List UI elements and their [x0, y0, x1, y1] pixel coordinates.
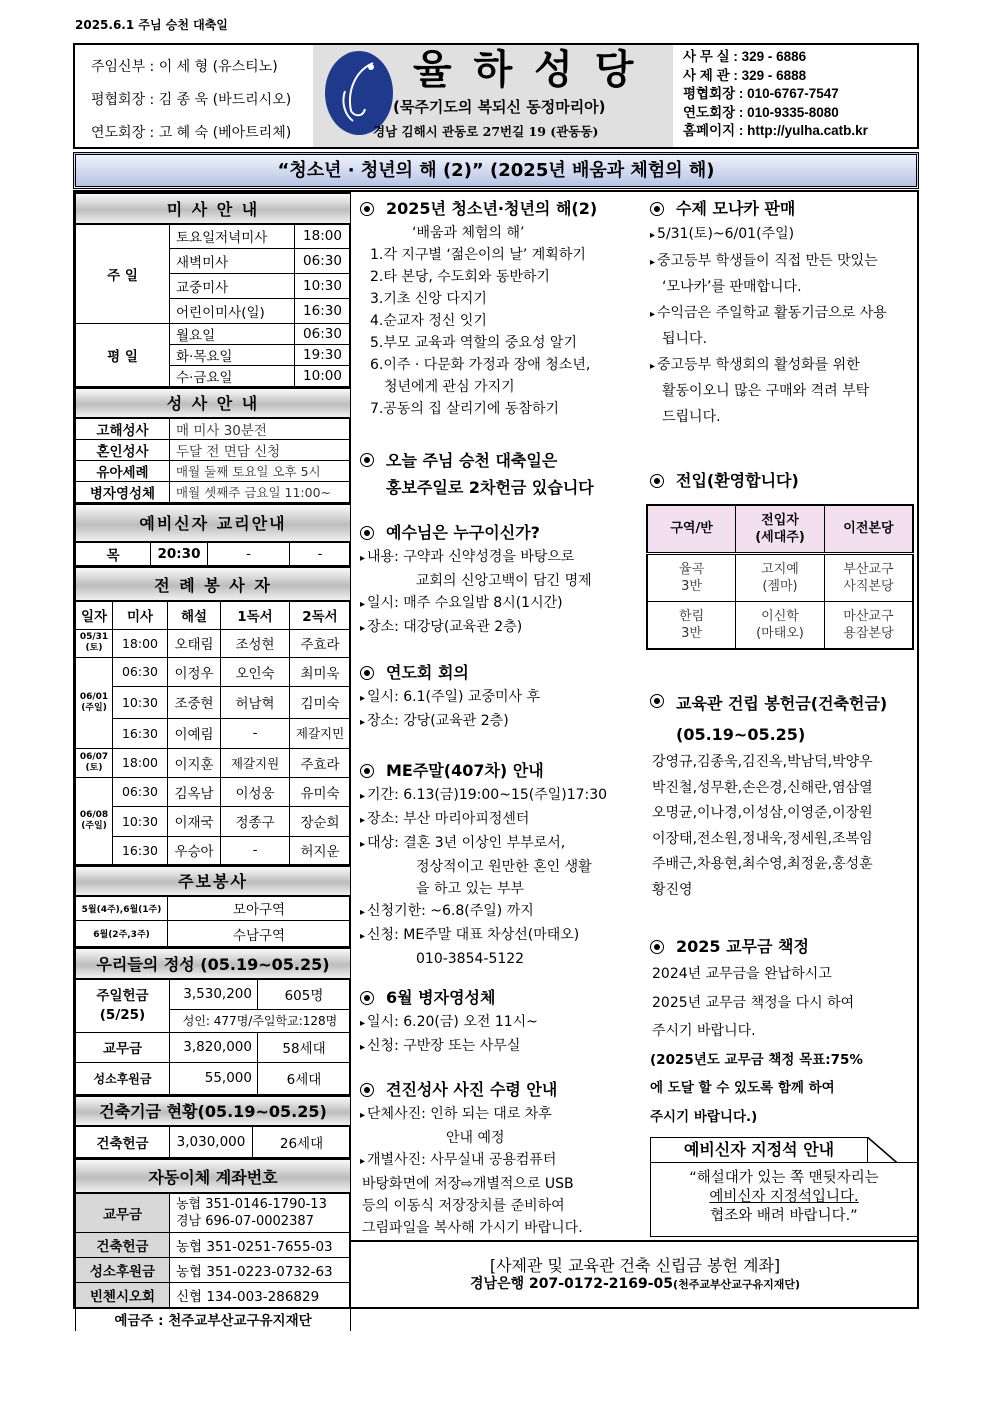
mass-name: 월요일	[170, 323, 295, 344]
contact-rectory: 사 제 관 : 329 - 6888	[683, 67, 807, 83]
sacrament-info: 매월 둘째 토요일 오후 5시	[170, 460, 351, 481]
section-line: ▸ 단체사진: 인하 되는 대로 차후	[360, 1103, 645, 1127]
mass-title: 미 사 안 내	[76, 193, 351, 224]
contact-council: 평협회장 : 010-6767-7547	[683, 86, 839, 101]
section-line: ▸ 신청: 구반장 또는 사무실	[360, 1035, 645, 1059]
section-line: 이장태,전소원,정내욱,정세원,조복임	[652, 830, 873, 847]
section-line: 정상적이고 원만한 혼인 생활	[416, 859, 592, 875]
section-line: ▸ 일시: 매주 수요일밤 8시(1시간)	[360, 592, 645, 616]
radio-bullet-icon	[360, 764, 374, 778]
service-date	[76, 748, 113, 777]
section-line: ▸ 대상: 결혼 3년 이상인 부부로서,	[360, 832, 645, 856]
transfer-cell: 고지예 (젬마)	[736, 553, 825, 601]
section-line: ▸ 장소: 강당(교육관 2층)	[360, 710, 645, 734]
church-header	[73, 43, 919, 149]
reader1: -	[221, 718, 290, 748]
mass-time: 18:00	[113, 629, 168, 657]
section	[360, 985, 645, 1059]
account-label: 성소후원금	[76, 1257, 170, 1282]
section-title-text: 6월 병자영성체	[386, 988, 496, 1007]
mass-time: 06:30	[113, 777, 168, 806]
section-line: ▸ 장소: 부산 마리아피정센터	[360, 808, 645, 832]
section	[360, 196, 645, 420]
service-period: 6월(2주,3주)	[76, 921, 168, 947]
section-line: 바탕화면에 저장⇨개별적으로 USB	[362, 1176, 574, 1192]
account-holder: 예금주 : 천주교부산교구유지재단	[76, 1307, 351, 1331]
reader1: 정종구	[221, 806, 290, 836]
liturgy-row	[76, 718, 351, 748]
mass-time: 16:30	[295, 298, 351, 323]
section	[650, 688, 920, 903]
sunday-offering-count: 605명	[258, 979, 351, 1009]
radio-bullet-icon	[360, 1083, 374, 1097]
reader1: -	[221, 836, 290, 864]
sunday-offering-amount: 3,530,200	[170, 979, 258, 1009]
liturgy-title: 전 례 봉 사 자	[76, 567, 351, 601]
sunday-offering-detail: 성인: 477명/주일학교:128명	[170, 1009, 351, 1032]
liturgy-row	[76, 657, 351, 686]
reader2: 유미숙	[290, 777, 351, 806]
section-line: 등의 이동식 저장장치를 준비하여	[362, 1198, 565, 1214]
mass-time: 18:00	[113, 748, 168, 777]
section-title	[650, 468, 920, 494]
seat-notice-line: 예비신자 지정석입니다.	[709, 1189, 859, 1205]
staff-list	[75, 45, 313, 147]
seat-notice-box	[650, 1137, 918, 1237]
radio-bullet-icon	[360, 666, 374, 680]
sunday-offering-label: 주일헌금	[96, 987, 149, 1004]
section-line: ▸ 장소: 대강당(교육관 2층)	[360, 616, 645, 640]
section-line: 그림파일을 복사해 가시기 바랍니다.	[362, 1220, 583, 1236]
commentator: 김옥남	[168, 777, 221, 806]
section-line: 을 하고 있는 부부	[416, 881, 525, 897]
church-address: 경남 김해시 관동로 27번길 19 (관동동)	[373, 124, 599, 139]
section-line: 활동이오니 많은 구매와 격려 부탁	[662, 383, 870, 399]
account-title: 자동이체 계좌번호	[76, 1159, 351, 1193]
transfer-header: 구역/반	[647, 505, 736, 553]
date-text: 06/08	[79, 809, 109, 820]
section-title-text: 2025년 청소년·청년의 해(2)	[386, 199, 598, 218]
seat-notice-title: 예비신자 지정석 안내	[650, 1137, 868, 1163]
seat-notice-line: 협조와 배려 바랍니다.”	[710, 1208, 858, 1224]
liturgy-row	[76, 686, 351, 718]
commentator: 오태림	[168, 629, 221, 657]
section-title	[360, 520, 645, 546]
section-title-text: 전입(환영합니다)	[676, 471, 799, 490]
section-line: 010-3854-5122	[416, 951, 525, 967]
liturgy-row	[76, 806, 351, 836]
account-number: 농협 351-0223-0732-63	[170, 1257, 351, 1282]
mass-schedule-table	[75, 192, 351, 387]
bulletin-service-title: 주보봉사	[76, 866, 351, 896]
church-patron: (묵주기도의 복되신 동정마리아)	[393, 98, 606, 116]
day-text: (주일)	[81, 702, 107, 713]
building-count: 26세대	[253, 1126, 351, 1158]
account-table	[75, 1158, 351, 1331]
transfer-cell: 부산교구 사직본당	[824, 553, 913, 601]
seat-notice-line: “해설대가 있는 쪽 맨뒷자리는	[689, 1170, 879, 1186]
section-line: 2024년 교무금을 완납하시고	[652, 966, 832, 982]
staff-council-president: 평협회장 : 김 종 욱 (바드리시오)	[91, 92, 292, 108]
mass-time: 10:30	[113, 686, 168, 718]
contact-list	[673, 45, 917, 147]
reader2: 주효라	[290, 629, 351, 657]
radio-bullet-icon	[360, 526, 374, 540]
issue-date: 2025.6.1 주님 승천 대축일	[75, 18, 228, 32]
offering-count: 58세대	[258, 1032, 351, 1062]
footer-account: 경남은행 207-0172-2169-05	[470, 1276, 674, 1292]
section-title-text: 교육관 건립 봉헌금(건축헌금) (05.19~05.25)	[676, 694, 888, 744]
section-line: 7.공동의 집 살리기에 동참하기	[370, 401, 559, 417]
offering-table	[75, 947, 351, 1095]
section	[360, 758, 645, 970]
section-line: 에 도달 할 수 있도록 함께 하여	[650, 1080, 835, 1096]
reader2: 김미숙	[290, 686, 351, 718]
account-number: 농협 351-0251-7655-03	[170, 1232, 351, 1257]
service-group: 모아구역	[168, 896, 351, 921]
sacrament-title: 성 사 안 내	[76, 388, 351, 418]
section-line: 교회의 신앙고백이 담긴 명제	[416, 573, 592, 589]
section-title	[650, 934, 920, 960]
section-line: ▸ 5/31(토)~6/01(주일)	[650, 222, 920, 249]
section-line: 됩니다.	[662, 331, 708, 347]
section-line: 1.각 지구별 ‘젊은이의 날’ 계획하기	[370, 247, 586, 263]
offering-amount: 55,000	[170, 1062, 258, 1094]
mass-name: 화·목요일	[170, 344, 295, 365]
section-line: 박진철,성무환,손은경,신해란,염삼열	[652, 779, 873, 796]
commentator: 이재국	[168, 806, 221, 836]
radio-bullet-icon	[650, 202, 664, 216]
sacrament-name: 혼인성사	[76, 439, 170, 460]
transfer-header-row	[647, 505, 913, 553]
section-line: ▸ 일시: 6.1(주일) 교중미사 후	[360, 686, 645, 710]
contact-yeondo: 연도회장 : 010-9335-8080	[683, 104, 839, 120]
reader1: 오인숙	[221, 657, 290, 686]
offering-amount: 3,820,000	[170, 1032, 258, 1062]
reader1: 이성웅	[221, 777, 290, 806]
liturgy-row	[76, 836, 351, 864]
section-title-text: 견진성사 사진 수령 안내	[386, 1080, 558, 1099]
section-line: ▸ 내용: 구약과 신약성경을 바탕으로	[360, 546, 645, 570]
building-fund-table	[75, 1095, 351, 1159]
offering-title: 우리들의 정성 (05.19~05.25)	[76, 948, 351, 979]
section-line: ▸ 수익금은 주일학교 활동기금으로 사용	[650, 301, 920, 328]
sacrament-info: 매 미사 30분전	[170, 418, 351, 440]
col-reader2: 2독서	[290, 601, 351, 629]
sacrament-name: 유아세례	[76, 460, 170, 481]
account-number: 신협 134-003-286829	[170, 1282, 351, 1307]
theme-banner: “청소년 · 청년의 해 (2)” (2025년 배움과 체험의 해)	[73, 152, 919, 189]
section-title	[360, 758, 645, 784]
building-title: 건축기금 현황(05.19~05.25)	[76, 1096, 351, 1126]
radio-bullet-icon	[650, 474, 664, 488]
section	[360, 520, 645, 640]
section-line: ▸ 일시: 6.20(금) 오전 11시~	[360, 1011, 645, 1035]
mass-time: 06:30	[295, 323, 351, 344]
section-line: ▸ 중고등부 학생들이 직접 만든 맛있는	[650, 249, 920, 276]
section-line: 2.타 본당, 수도회와 동반하기	[370, 269, 550, 285]
section-line: 청년에게 관심 가지기	[384, 379, 515, 395]
section	[650, 468, 920, 494]
col-mass: 미사	[113, 601, 168, 629]
building-amount: 3,030,000	[170, 1126, 253, 1158]
section-title	[650, 688, 920, 750]
commentator: 우승아	[168, 836, 221, 864]
offering-label: 교무금	[76, 1032, 170, 1062]
catechumen-time: 20:30	[151, 542, 208, 566]
bulletin-service-table	[75, 865, 351, 948]
mass-name: 새벽미사	[170, 248, 295, 273]
mass-name: 수·금요일	[170, 365, 295, 386]
section-line: 안내 예정	[446, 1130, 505, 1146]
section-title	[650, 196, 920, 222]
transfer-header: 전입자 (세대주)	[736, 505, 825, 553]
sacrament-name: 병자영성체	[76, 481, 170, 502]
col-commentator: 해설	[168, 601, 221, 629]
staff-yeondo-president: 연도회장 : 고 혜 숙 (베아트리체)	[91, 125, 292, 141]
date-text: 06/01	[79, 691, 109, 702]
reader2: 제갈지민	[290, 718, 351, 748]
section-title-text: 연도회 회의	[386, 663, 469, 682]
transfer-cell: 마산교구 용잠본당	[824, 601, 913, 649]
commentator: 이지훈	[168, 748, 221, 777]
day-text: (토)	[85, 762, 103, 773]
reader1: 조성현	[221, 629, 290, 657]
staff-pastor: 주임신부 : 이 세 형 (유스티노)	[91, 59, 278, 75]
mass-time: 10:00	[295, 365, 351, 386]
radio-bullet-icon	[360, 453, 374, 467]
section	[360, 447, 645, 501]
mass-time: 19:30	[295, 344, 351, 365]
reader1: 제갈지원	[221, 748, 290, 777]
section	[650, 196, 920, 430]
section-line: ▸ 중고등부 학생회의 활성화를 위한	[650, 353, 920, 380]
section-line: 드립니다.	[662, 408, 721, 425]
catechumen-cell: -	[290, 542, 351, 566]
section-line: (2025년도 교무금 책정 목표:75%	[650, 1051, 863, 1068]
account-label: 건축헌금	[76, 1232, 170, 1257]
sacrament-name: 고해성사	[76, 418, 170, 440]
transfer-cell: 한림 3반	[647, 601, 736, 649]
catechumen-title: 예비신자 교리안내	[76, 504, 351, 542]
section-line: ▸ 기간: 6.13(금)19:00~15(주일)17:30	[360, 784, 645, 808]
mass-time: 16:30	[113, 836, 168, 864]
date-text: 06/07	[79, 751, 109, 762]
sacrament-table	[75, 387, 351, 503]
section-title-text: 2025 교무금 책정	[676, 937, 809, 956]
transfer-cell: 이신학 (마태오)	[736, 601, 825, 649]
section-line: ▸ 개별사진: 사무실내 공용컴퓨터	[360, 1149, 645, 1173]
mass-time: 10:30	[295, 273, 351, 298]
catechumen-cell: -	[208, 542, 290, 566]
commentator: 이정우	[168, 657, 221, 686]
sunday-offering-date: (5/25)	[99, 1006, 146, 1023]
day-text: (토)	[85, 643, 103, 653]
footer-holder: (천주교부산교구유지재단)	[673, 1278, 800, 1291]
section-line: ▸ 신청기한: ~6.8(주일) 까지	[360, 900, 645, 924]
contact-office: 사 무 실 : 329 - 6886	[683, 49, 807, 64]
section	[360, 1077, 645, 1239]
transfer-row	[647, 601, 913, 649]
mass-time: 06:30	[113, 657, 168, 686]
mass-name: 교중미사	[170, 273, 295, 298]
reader1: 허남혁	[221, 686, 290, 718]
section-title	[360, 985, 645, 1011]
offering-label: 성소후원금	[76, 1062, 170, 1094]
section-line: 주시기 바랍니다.	[652, 1023, 756, 1039]
building-label: 건축헌금	[76, 1126, 170, 1158]
mass-time: 10:30	[113, 806, 168, 836]
account-label: 교무금	[76, 1193, 170, 1232]
offering-count: 6세대	[258, 1062, 351, 1094]
section-title-text: 수제 모나카 판매	[676, 199, 796, 218]
liturgy-servers-table	[75, 566, 351, 865]
section-line: 황진영	[652, 881, 693, 898]
section-line: 4.순교자 정신 잇기	[370, 313, 487, 329]
section-line: 3.기초 신앙 다지기	[370, 291, 487, 307]
reader2: 최미욱	[290, 657, 351, 686]
section-line: 2025년 교무금 책정을 다시 하여	[652, 994, 855, 1011]
section-line: ‘모나카’를 판매합니다.	[662, 279, 802, 295]
church-name: 율 하 성 당	[413, 47, 638, 93]
section-line: 6.이주 · 다문화 가정과 장애 청소년,	[370, 357, 591, 373]
mass-name: 어린이미사(일)	[170, 298, 295, 323]
weekday-label: 평 일	[76, 323, 170, 386]
commentator: 이예림	[168, 718, 221, 748]
section-line: 주시기 바랍니다.)	[650, 1108, 758, 1125]
sacrament-info: 두달 전 면담 신청	[170, 439, 351, 460]
radio-bullet-icon	[360, 202, 374, 216]
section-title-text: ME주말(407차) 안내	[386, 761, 544, 780]
service-date	[76, 777, 113, 864]
section-line: ‘배움과 체험의 해’	[412, 225, 525, 241]
sunday-label: 주 일	[76, 224, 170, 323]
section-title-text: 오늘 주님 승천 대축일은 홍보주일로 2차헌금 있습니다	[386, 451, 594, 497]
footer-title: [사제관 및 교육관 건축 신립금 봉헌 계좌]	[489, 1256, 781, 1275]
day-text: (주일)	[81, 820, 107, 831]
service-group: 수남구역	[168, 921, 351, 947]
liturgy-row	[76, 748, 351, 777]
mass-time: 06:30	[295, 248, 351, 273]
mass-name: 토요일저녁미사	[170, 224, 295, 248]
section-line: ▸ 신청: ME주말 대표 차상선(마태오)	[360, 924, 645, 948]
transfer-row	[647, 553, 913, 601]
account-number: 농협 351-0146-1790-13	[176, 1196, 327, 1212]
section-line: 주배근,차용현,최수영,최정윤,홍성훈	[652, 856, 873, 872]
sacrament-info: 매월 셋째주 금요일 11:00~	[170, 481, 351, 502]
section	[360, 660, 645, 734]
radio-bullet-icon	[360, 991, 374, 1005]
contact-homepage[interactable]: 홈페이지 : http://yulha.catb.kr	[683, 123, 868, 138]
left-column	[75, 192, 351, 1330]
catechumen-day: 목	[76, 542, 151, 566]
section-line: 5.부모 교육과 역할의 중요성 알기	[370, 335, 577, 351]
service-date	[76, 629, 113, 657]
mass-time: 16:30	[113, 718, 168, 748]
section-title	[360, 196, 645, 222]
radio-bullet-icon	[650, 940, 664, 954]
liturgy-row	[76, 629, 351, 657]
section-title	[360, 1077, 645, 1103]
account-label: 빈첸시오회	[76, 1282, 170, 1307]
reader2: 장순희	[290, 806, 351, 836]
radio-bullet-icon	[650, 694, 664, 708]
bulletin-body	[73, 190, 919, 1330]
church-identity	[313, 45, 673, 147]
date-text: 05/31	[79, 632, 109, 642]
transfer-header: 이전본당	[824, 505, 913, 553]
commentator: 조중현	[168, 686, 221, 718]
col-date: 일자	[76, 601, 113, 629]
service-period: 5월(4주),6월(1주)	[76, 896, 168, 921]
section-title-text: 예수님은 누구이신가?	[386, 523, 540, 542]
section-line: 강영규,김종욱,김진옥,박남덕,박양우	[652, 754, 873, 770]
transfer-cell: 율곡 3반	[647, 553, 736, 601]
reader2: 허지운	[290, 836, 351, 864]
reader2: 주효라	[290, 748, 351, 777]
catechumen-table	[75, 503, 351, 567]
section-title	[360, 447, 645, 501]
account-number: 경남 696-07-0002387	[176, 1213, 314, 1229]
section	[650, 934, 920, 1131]
mass-time: 18:00	[295, 224, 351, 248]
col-reader1: 1독서	[221, 601, 290, 629]
donation-account-footer	[351, 1240, 919, 1307]
transfer-in-table	[646, 504, 914, 650]
section-title	[360, 660, 645, 686]
section-line: 오명균,이나경,이성삼,이영준,이장원	[652, 805, 873, 821]
service-date	[76, 657, 113, 748]
liturgy-row	[76, 777, 351, 806]
